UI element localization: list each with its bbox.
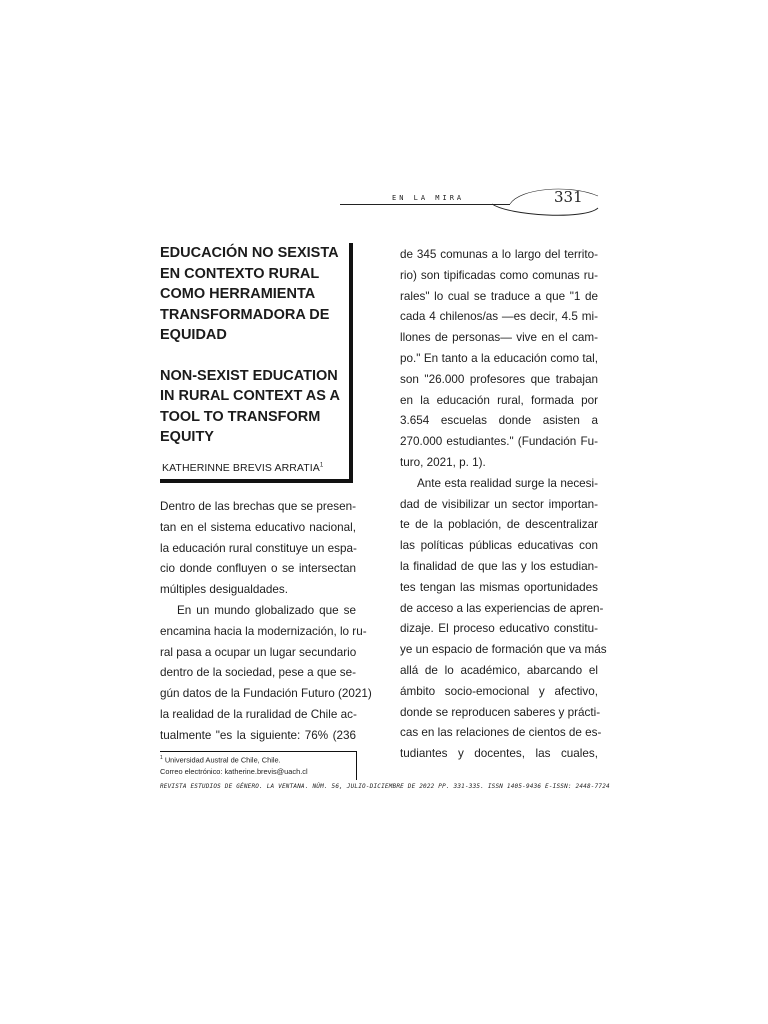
author-line [162, 462, 323, 474]
text-line: son "26.000 profesores que trabajan [400, 372, 598, 386]
running-header [340, 186, 600, 218]
text-line: cas en las relaciones de cientos de es- [400, 726, 602, 740]
text-line: cio donde confluyen o se intersectan [160, 562, 356, 576]
text-line: En un mundo globalizado que se [177, 603, 356, 617]
text-line: turo, 2021, p. 1). [400, 455, 486, 469]
text-line: de 345 comunas a lo largo del territo- [400, 248, 598, 261]
text-line: de acceso a las experiencias de apren- [400, 601, 604, 615]
header-rule [340, 204, 510, 205]
text-line: Dentro de las brechas que se presen- [160, 500, 356, 513]
text-line: gún datos de la Fundación Futuro (2021) [160, 687, 372, 701]
text-line: encamina hacia la modernización, lo ru- [160, 624, 367, 638]
footnote [160, 751, 357, 780]
header-swoosh-ornament [490, 186, 600, 218]
text-line: dentro de la sociedad, pese a que se- [160, 666, 356, 680]
text-line: allá de lo académico, abarcando el [400, 663, 598, 677]
section-label: EN LA MIRA [392, 194, 465, 202]
text-line: en la educación rural, formada por [400, 393, 598, 407]
text-line: múltiples desigualdades. [160, 583, 288, 597]
footnote-affiliation [160, 752, 356, 765]
text-line: ámbito socio-emocional y afectivo, [400, 684, 598, 698]
text-line: la realidad de la ruralidad de Chile ac- [160, 707, 357, 721]
text-line: dizaje. El proceso educativo constitu- [400, 622, 598, 636]
text-line: llones de personas— vive en el cam- [400, 331, 598, 345]
right-column-text [400, 245, 607, 765]
text-line: rio) son tipificadas como comunas ru- [400, 268, 598, 282]
text-line: tan en el sistema educativo nacional, [160, 520, 356, 534]
text-line: tes tengan las mismas oportunidades [400, 580, 598, 594]
text-line: tudiantes y docentes, las cuales, [400, 747, 598, 761]
text-line: donde se reproducen saberes y prácti- [400, 705, 601, 719]
text-line: te de la población, de descentralizar [400, 518, 598, 532]
text-line: 3.654 escuelas donde asisten a [400, 414, 598, 428]
text-line: la finalidad de que las y los estudian- [400, 559, 598, 573]
text-line: ye un espacio de formación que va más [400, 643, 607, 657]
text-line: Ante esta realidad surge la necesi- [417, 476, 598, 490]
title-spanish: EDUCACIÓN NO SEXISTA EN CONTEXTO RURAL COMO HERRAMIENTA TRANSFORMADORA DE EQUIDAD [160, 245, 339, 343]
page-number: 331 [554, 188, 583, 206]
article-title-block [160, 243, 353, 483]
text-line: la educación rural constituye un espa- [160, 541, 357, 555]
text-line: ral pasa a ocupar un lugar secundario [160, 645, 357, 659]
author-footnote-ref: 1 [319, 462, 324, 469]
text-line: cada 4 chilenos/as —es decir, 4.5 mi- [400, 310, 598, 324]
footnote-email: Correo electrónico: katherine.brevis@uach.cl [160, 767, 308, 777]
footnote-marker: 1 [160, 755, 163, 761]
journal-footer: REVISTA ESTUDIOS DE GÉNERO. LA VENTANA. NÚM. 56, JULIO-DICIEMBRE DE 2022 PP. 331-335. ISSN 1405-9436 E-ISSN: 2448-7724 [160, 783, 610, 790]
text-line: 270.000 estudiantes." (Fundación Fu- [400, 435, 598, 449]
text-line: las políticas públicas educativas con [400, 539, 598, 553]
text-line: po." En tanto a la educación como tal, [400, 351, 598, 365]
footnote-affiliation-text: Universidad Austral de Chile, Chile. [164, 755, 281, 765]
text-line: tualmente "es la siguiente: 76% (236 [160, 728, 356, 742]
text-line: rales" lo cual se traduce a que "1 de [400, 289, 598, 303]
author-name: KATHERINNE BREVIS ARRATIA [162, 462, 320, 474]
title-english: NON-SEXIST EDUCATION IN RURAL CONTEXT AS A TOOL TO TRANSFORM EQUITY [160, 367, 340, 445]
left-column-text [160, 497, 372, 747]
text-line: dad de visibilizar un sector importan- [400, 497, 598, 511]
